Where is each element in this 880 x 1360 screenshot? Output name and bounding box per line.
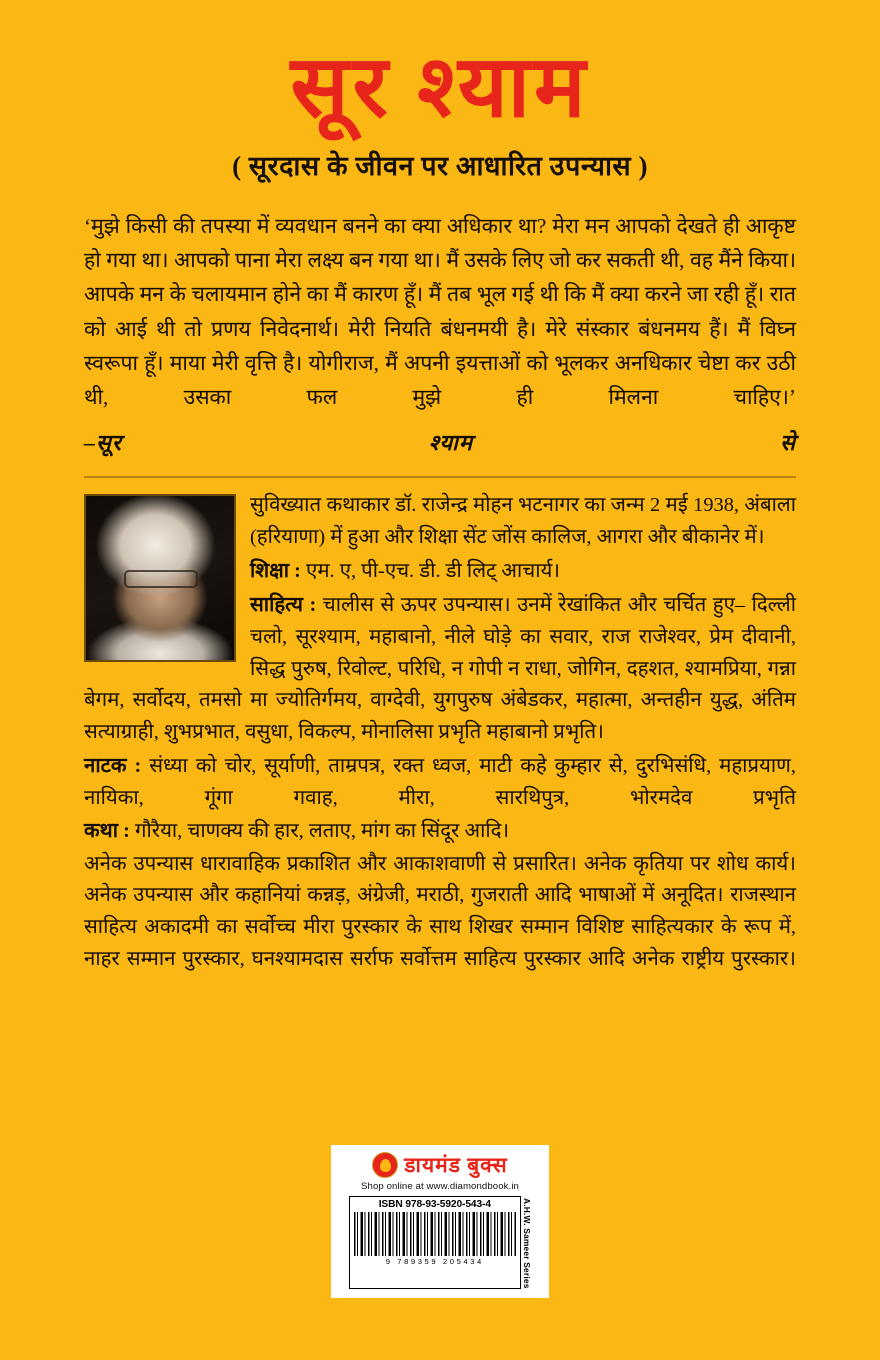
title-block	[84, 0, 796, 183]
author-drama-line	[84, 751, 796, 815]
author-photo	[84, 494, 236, 662]
katha-label: कथा :	[84, 819, 130, 842]
publisher-logo-row	[339, 1152, 541, 1178]
literature-value: चालीस से ऊपर उपन्यास। उनमें रेखांकित और चर्चित हुए– दिल्ली चलो, सूरश्याम, महाबानो, नीले घोड़े का सवार, राज राजेश्वर, प्रेम दीवानी, सिद्ध पुरुष, रिवोल्ट, परिधि, न गोपी न राधा, जोगिन, दहशत, श्यामप्रिया, गन्ना बेगम, सर्वोदय, तमसो मा ज्योतिर्गमय, वाग्देवी, युगपुरुष अंबेडकर, महात्मा, अन्तहीन युद्ध, अंतिम सत्याग्राही, शुभप्रभात, वसुधा, विकल्प, मोनालिसा प्रभृति महाबानो प्रभृति।	[84, 593, 796, 744]
isbn-text: ISBN 978-93-5920-543-4	[378, 1199, 491, 1211]
author-works-section	[84, 751, 796, 976]
author-bio-section	[84, 490, 796, 749]
series-label: A.H.W. Sameer Series	[522, 1198, 533, 1289]
author-intro: सुविख्यात कथाकार डॉ. राजेन्द्र मोहन भटनागर का जन्म 2 मई 1938, अंबाला (हरियाणा) में हुआ और शिक्षा सेंट जोंस कालिज, आगरा और बीकानेर में।	[250, 494, 796, 549]
book-subtitle: ( सूरदास के जीवन पर आधारित उपन्यास )	[232, 150, 648, 181]
education-label: शिक्षा :	[250, 560, 301, 583]
education-value: एम. ए, पी-एच. डी. डी लिट् आचार्य।	[306, 560, 561, 583]
page-title: सूर श्याम	[290, 39, 590, 135]
literature-label: साहित्य :	[250, 593, 317, 616]
author-katha-line	[84, 816, 796, 848]
excerpt-attribution: –सूर श्याम से	[84, 429, 796, 455]
katha-value: गौरैया, चाणक्य की हार, लताए, मांग का सिंदूर आदि।	[134, 819, 510, 842]
barcode-digits: 9 789359 205434	[385, 1257, 484, 1267]
drama-label: नाटक :	[84, 755, 142, 778]
section-divider	[84, 476, 796, 478]
barcode-box	[349, 1196, 521, 1289]
glasses-icon	[124, 570, 198, 588]
publisher-area	[0, 1145, 880, 1298]
barcode-row	[339, 1196, 541, 1289]
excerpt-quote	[84, 209, 796, 461]
diamond-flame-icon	[372, 1152, 398, 1178]
excerpt-quote-text: ‘मुझे किसी की तपस्या में व्यवधान बनने का क्या अधिकार था? मेरा मन आपको देखते ही आकृष्ट हो गया था। आपको पाना मेरा लक्ष्य बन गया था। मैं उसके लिए जो कर सकती थी, वह मैंने किया। आपके मन के चलायमान होने का मैं कारण हूँ। मैं तब भूल गई थी कि मैं क्या करने जा रही हूँ। रात को आई थी तो प्रणय निवेदनार्थ। मेरी नियति बंधनमयी है। मेरे संस्कार बंधनमय हैं। मैं विघ्न स्वरूपा हूँ। माया मेरी वृत्ति है। योगीराज, मैं अपनी इयत्ताओं को भूलकर अनधिकार चेष्टा कर उठी थी, उसका फल मुझे ही मिलना चाहिए।’	[84, 213, 796, 410]
publisher-name: डायमंड बुक्स	[404, 1152, 508, 1177]
drama-value: संध्या को चोर, सूर्याणी, ताम्रपत्र, रक्त ध्वज, माटी कहे कुम्हार से, दुरभिसंधि, महाप्रयाण, नायिका, गूंगा गवाह, मीरा, सारथिपुत्र, भोरमदेव प्रभृति	[84, 755, 796, 809]
flame-shape-icon	[380, 1159, 391, 1172]
barcode-bars-icon	[354, 1212, 516, 1256]
publisher-panel	[331, 1145, 549, 1298]
author-closing-paragraph: अनेक उपन्यास धारावाहिक प्रकाशित और आकाशवाणी से प्रसारित। अनेक कृतिया पर शोध कार्य। अनेक उपन्यास और कहानियां कन्नड़, अंग्रेजी, मराठी, गुजराती आदि भाषाओं में अनूदित। राजस्थान साहित्य अकादमी का सर्वोच्च मीरा पुरस्कार के साथ शिखर सम्मान विशिष्ट साहित्यकार के रूप में, नाहर सम्मान पुरस्कार, घनश्यामदास सर्राफ सर्वोत्तम साहित्य पुरस्कार आदि अनेक राष्ट्रीय पुरस्कार।	[84, 852, 796, 970]
publisher-website[interactable]: Shop online at www.diamondbook.in	[361, 1181, 519, 1193]
